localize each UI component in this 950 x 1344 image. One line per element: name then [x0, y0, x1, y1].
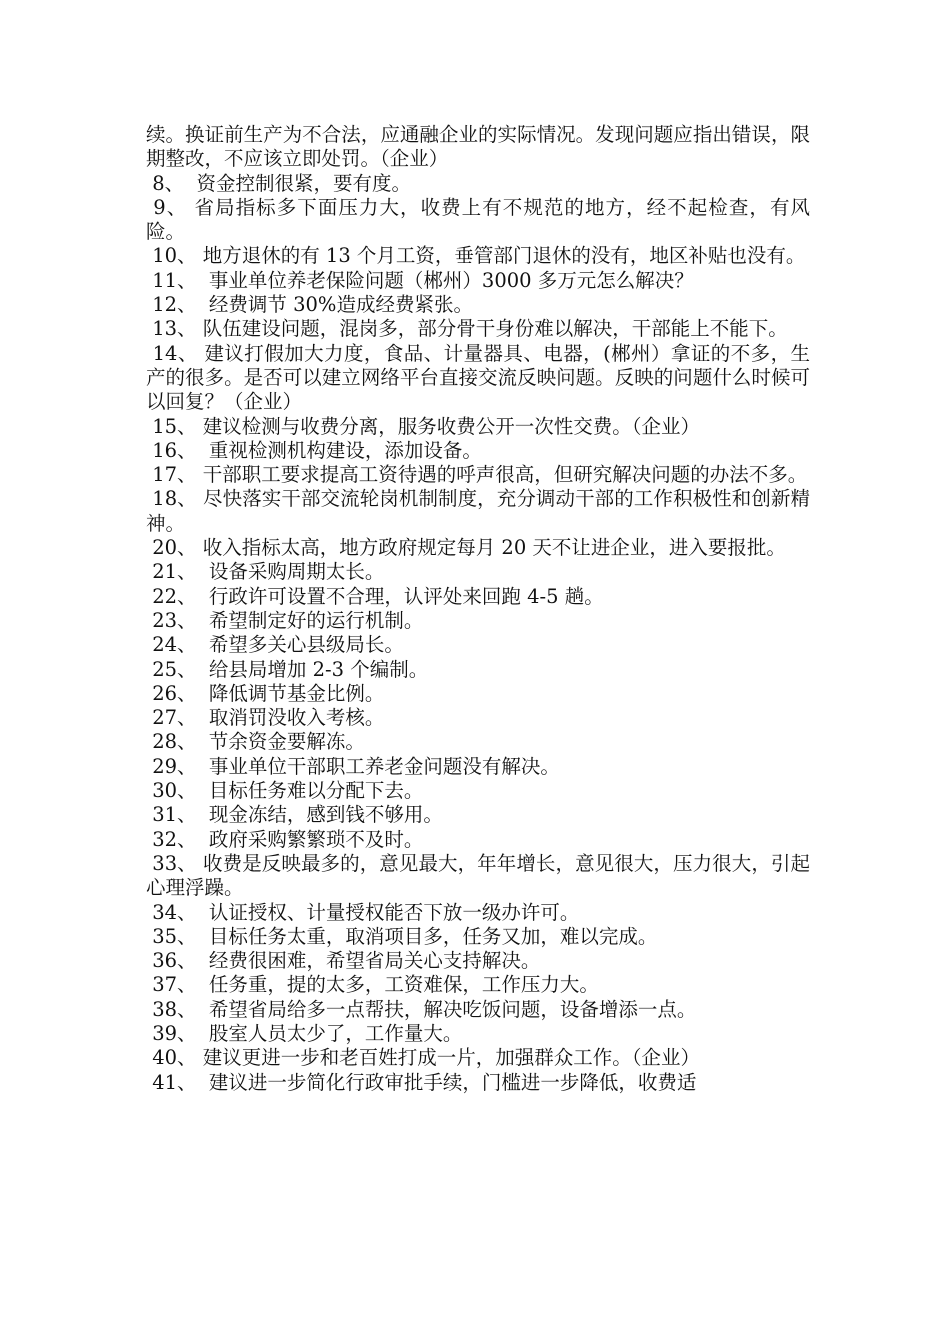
- list-item-16: 16、 重视检测机构建设，添加设备。: [146, 438, 482, 462]
- list-item-8: 8、 资金控制很紧，要有度。: [146, 171, 412, 195]
- list-item-26: 26、 降低调节基金比例。: [146, 681, 385, 705]
- list-item-25: 25、 给县局增加 2-3 个编制。: [146, 657, 429, 681]
- list-item-30: 30、 目标任务难以分配下去。: [146, 779, 424, 803]
- list-item-24: 24、 希望多关心县级局长。: [146, 633, 404, 657]
- list-item-10: 10、 地方退休的有 13 个月工资，垂管部门退休的没有，地区补贴也没有。: [146, 244, 806, 268]
- list-item-41: 41、 建议进一步简化行政审批手续，门槛进一步降低，收费适: [146, 1070, 697, 1094]
- list-item-18: 18、 尽快落实干部交流轮岗机制制度，充分调动干部的工作积极性和创新精神。: [146, 487, 810, 535]
- list-item-20: 20、 收入指标太高，地方政府规定每月 20 天不让进企业，进入要报批。: [146, 536, 786, 560]
- list-item-40: 40、 建议更进一步和老百姓打成一片，加强群众工作。（企业）: [146, 1046, 700, 1070]
- list-item-28: 28、 节余资金要解冻。: [146, 730, 365, 754]
- list-item-39: 39、 股室人员太少了，工作量大。: [146, 1021, 463, 1045]
- list-item-33: 33、 收费是反映最多的，意见最大，年年增长，意见很大，压力很大，引起心理浮躁。: [146, 851, 810, 900]
- list-item-31: 31、 现金冻结，感到钱不够用。: [146, 803, 443, 827]
- list-item-14: 14、 建议打假加大力度，食品、计量器具、电器，(郴州）拿证的不多，生产的很多。是否可以建立网络平台直接交流反映问题。反映的问题什么时候可以回复？（企业）: [146, 341, 811, 414]
- list-item-11: 11、 事业单位养老保险问题（郴州）3000 多万元怎么解决？: [146, 268, 694, 292]
- list-item-13: 13、 队伍建设问题，混岗多，部分骨干身份难以解决，干部能上不能下。: [146, 317, 788, 341]
- paragraph-continuation: 续。换证前生产为不合法，应通融企业的实际情况。发现问题应指出错误，限期整改，不应该立即处罚。（企业）: [146, 123, 810, 171]
- list-item-15: 15、 建议检测与收费分离，服务收费公开一次性交费。（企业）: [146, 414, 700, 438]
- list-item-12: 12、 经费调节 30%造成经费紧张。: [146, 293, 473, 317]
- list-item-38: 38、 希望省局给多一点帮扶，解决吃饭问题，设备增添一点。: [146, 997, 697, 1021]
- list-item-17: 17、 干部职工要求提高工资待遇的呼声很高，但研究解决问题的办法不多。: [146, 463, 808, 487]
- list-item-37: 37、 任务重，提的太多，工资难保，工作压力大。: [146, 973, 599, 997]
- list-item-22: 22、 行政许可设置不合理，认评处来回跑 4-5 趟。: [146, 584, 604, 608]
- list-item-27: 27、 取消罚没收入考核。: [146, 706, 385, 730]
- document-body: [146, 123, 810, 1095]
- list-item-35: 35、 目标任务太重，取消项目多，任务又加，难以完成。: [146, 924, 658, 948]
- list-item-9: 9、 省局指标多下面压力大，收费上有不规范的地方，经不起检查，有风险。: [146, 195, 810, 244]
- list-item-36: 36、 经费很困难，希望省局关心支持解决。: [146, 949, 541, 973]
- list-item-23: 23、 希望制定好的运行机制。: [146, 608, 424, 632]
- list-item-21: 21、 设备采购周期太长。: [146, 560, 385, 584]
- list-item-29: 29、 事业单位干部职工养老金问题没有解决。: [146, 754, 560, 778]
- list-item-32: 32、 政府采购繁繁琐不及时。: [146, 827, 424, 851]
- list-item-34: 34、 认证授权、计量授权能否下放一级办许可。: [146, 900, 580, 924]
